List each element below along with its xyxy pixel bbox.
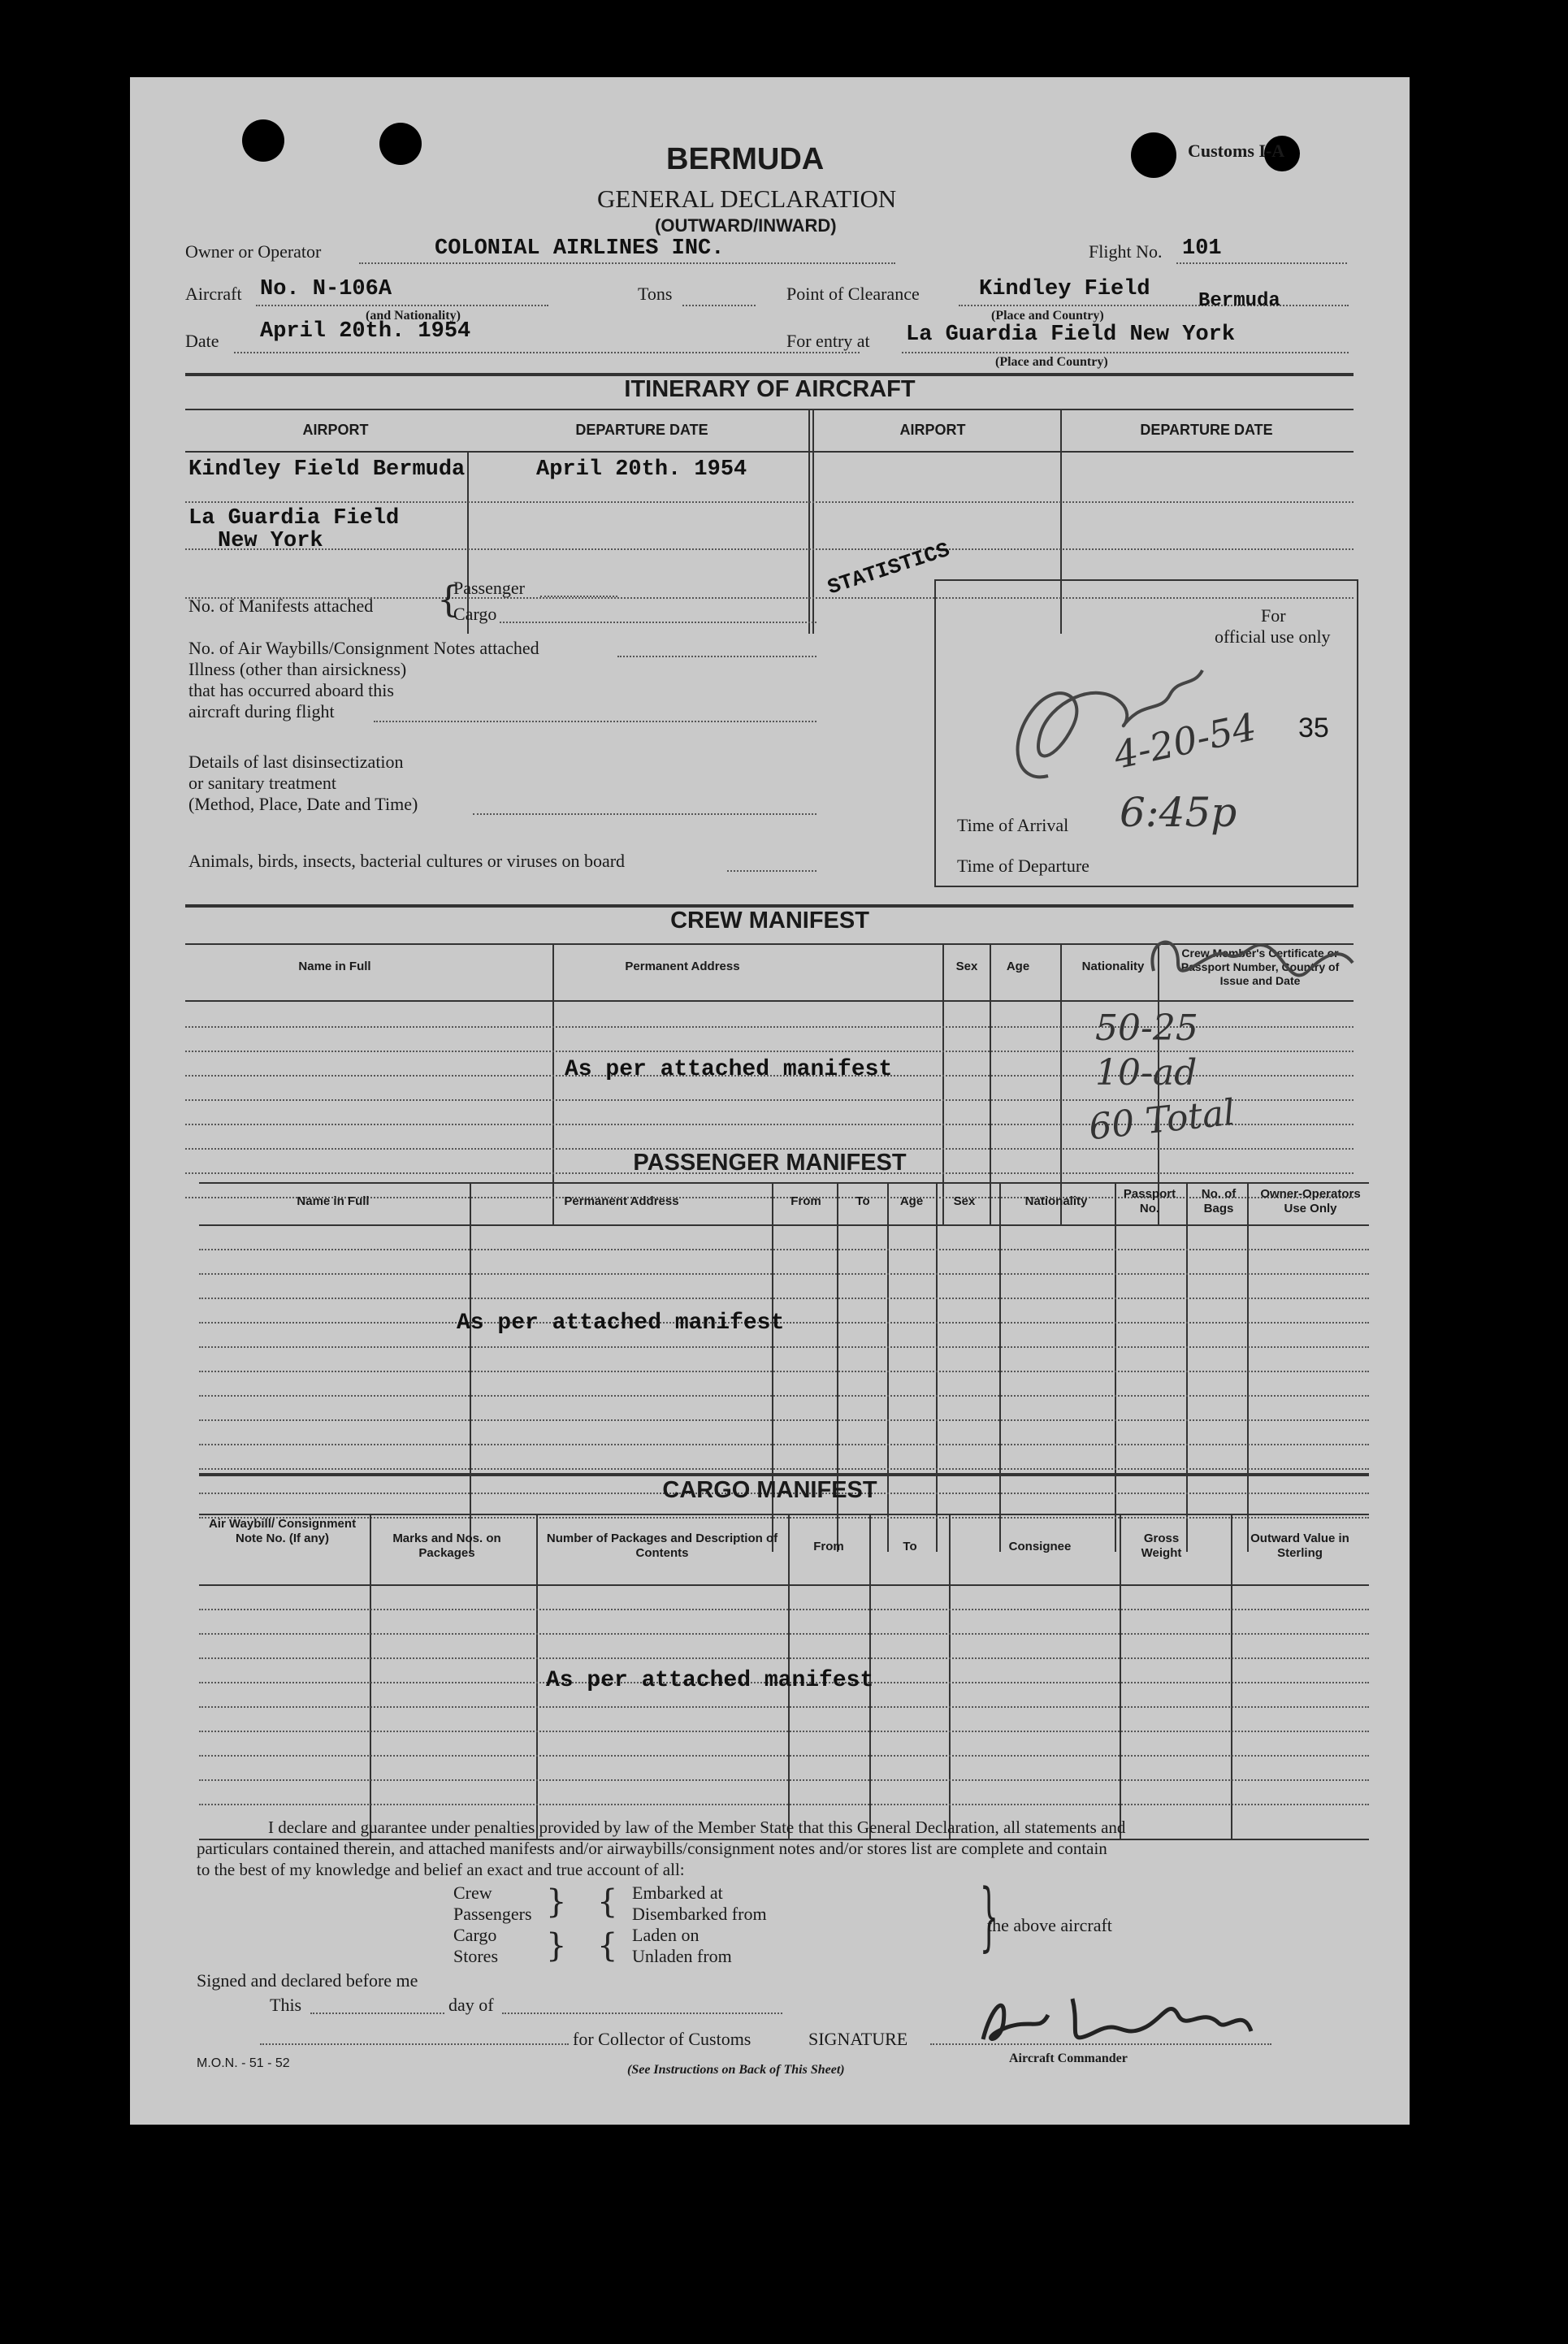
crew-initials-scribble — [1137, 922, 1365, 1003]
crew-note: As per attached manifest — [565, 1057, 893, 1082]
itinerary-col-airport: AIRPORT — [302, 422, 369, 438]
country-title: BERMUDA — [666, 142, 825, 176]
tons-label: Tons — [638, 284, 673, 304]
form-number: M.O.N. - 51 - 52 — [197, 2056, 290, 2070]
this-label: This — [270, 1995, 302, 2015]
commander-label: Aircraft Commander — [1009, 2052, 1128, 2065]
declaration-item-cargo: Cargo — [453, 1925, 497, 1945]
declaration-item-disembarked: Disembarked from — [632, 1904, 767, 1924]
declaration-item-embarked: Embarked at — [632, 1883, 723, 1903]
clearance-value: Kindley Field — [979, 277, 1150, 301]
form-title: GENERAL DECLARATION — [597, 184, 897, 213]
cargo-col-waybill: Air Waybill/ Consignment Note No. (If any) — [208, 1517, 357, 1545]
illness-label-2: that has occurred aboard this — [188, 680, 394, 700]
declaration-line-3: to the best of my knowledge and belief an exact and true account of all: — [197, 1860, 685, 1879]
signed-label: Signed and declared before me — [197, 1970, 418, 1991]
itinerary-title: ITINERARY OF AIRCRAFT — [624, 376, 916, 402]
itinerary-col-date-2: DEPARTURE DATE — [1140, 422, 1273, 438]
passenger-col-bags: No. of Bags — [1201, 1187, 1237, 1215]
passenger-title: PASSENGER MANIFEST — [633, 1150, 907, 1176]
crew-col-sex: Sex — [955, 960, 978, 973]
declaration-item-laden: Laden on — [632, 1925, 700, 1945]
departure-label: Time of Departure — [957, 856, 1089, 876]
cargo-col-value: Outward Value in Sterling — [1250, 1532, 1349, 1560]
aircraft-note: (and Nationality) — [366, 309, 461, 323]
cargo-col-packages: Number of Packages and Description of Contents — [546, 1532, 778, 1560]
passenger-col-passport: Passport No. — [1123, 1187, 1176, 1215]
passenger-col-age: Age — [899, 1194, 924, 1208]
owner-value: COLONIAL AIRLINES INC. — [435, 236, 725, 261]
cargo-col-from: From — [813, 1540, 844, 1553]
disinsect-label-2: or sanitary treatment — [188, 773, 337, 793]
passenger-note: As per attached manifest — [457, 1311, 785, 1336]
crew-col-name: Name in Full — [298, 960, 371, 973]
declaration-item-unladen: Unladen from — [632, 1946, 732, 1966]
itinerary-airport-2: La Guardia Field — [188, 506, 400, 531]
official-label-2: official use only — [1215, 626, 1331, 647]
collector-label: for Collector of Customs — [573, 2029, 752, 2049]
punch-hole — [242, 119, 284, 162]
disinsect-label-3: (Method, Place, Date and Time) — [188, 794, 418, 814]
handwritten-arrival-time: 6:45p — [1120, 789, 1237, 836]
itinerary-col-date: DEPARTURE DATE — [575, 422, 708, 438]
form-subtitle: (OUTWARD/INWARD) — [655, 215, 837, 236]
owner-label: Owner or Operator — [185, 241, 322, 262]
declaration-item-passengers: Passengers — [453, 1904, 532, 1924]
itinerary-airport-2-city: New York — [218, 529, 323, 553]
crew-col-age: Age — [1006, 960, 1030, 973]
itinerary-col-airport-2: AIRPORT — [899, 422, 966, 438]
crew-title: CREW MANIFEST — [670, 908, 869, 934]
entry-value: La Guardia Field New York — [906, 323, 1236, 347]
official-number: 35 — [1298, 713, 1329, 743]
illness-label-3: aircraft during flight — [188, 701, 335, 721]
official-initials-scribble — [999, 646, 1227, 808]
above-aircraft-label: the above aircraft — [987, 1915, 1112, 1935]
itinerary-airport-1: Kindley Field Bermuda — [188, 457, 466, 482]
passenger-col-address: Permanent Address — [564, 1194, 679, 1208]
instructions-label: (See Instructions on Back of This Sheet) — [627, 2063, 845, 2077]
flight-label: Flight No. — [1089, 241, 1163, 262]
day-of-label: day of — [448, 1995, 494, 2015]
crew-col-address: Permanent Address — [625, 960, 740, 973]
manifests-passenger-label: Passenger — [453, 578, 525, 598]
clearance-label: Point of Clearance — [786, 284, 920, 304]
cargo-col-marks: Marks and Nos. on Packages — [392, 1532, 501, 1560]
itinerary-date-1: April 20th. 1954 — [536, 457, 747, 482]
customs-form-number: Customs I-A — [1188, 141, 1285, 161]
clearance-value-country: Bermuda — [1198, 290, 1280, 312]
crew-handwritten-3: 60 Total — [1086, 1091, 1237, 1149]
clearance-note: (Place and Country) — [991, 309, 1104, 323]
signature-label: SIGNATURE — [808, 2029, 908, 2049]
handwritten-date: 4-20-54 — [1110, 704, 1261, 778]
date-label: Date — [185, 331, 219, 351]
entry-note: (Place and Country) — [995, 355, 1108, 369]
cargo-note: As per attached manifest — [546, 1668, 874, 1693]
flight-value: 101 — [1182, 236, 1222, 261]
passenger-col-from: From — [790, 1194, 821, 1208]
cargo-col-consignee: Consignee — [1008, 1540, 1072, 1553]
entry-label: For entry at — [786, 331, 870, 351]
crew-col-nationality: Nationality — [1081, 960, 1145, 973]
waybills-label: No. of Air Waybills/Consignment Notes attached — [188, 638, 539, 658]
official-label-1: For — [1261, 605, 1286, 626]
passenger-col-nationality: Nationality — [1024, 1194, 1088, 1208]
declaration-form: BERMUDA GENERAL DECLARATION (OUTWARD/INWARD) Customs I-A Owner or Operator COLONIAL AIRLINES INC. Flight No. 101 Aircraft No. N-106A (and Nationality) Tons Point of Clearance Kindley Field Bermuda (Place and Country) Date April 20th. 1954 For entry at La Guardia Field New York (Place and Country) ITINERARY OF AIRCRAFT AIRPORT DEPARTURE DATE AIRPORT DEPARTURE DATE Kindley Field Bermuda April 20th. 1954 La Guardia Field New York No. of Manifests attached { Passenger Cargo STATISTICS No. of Air Waybills/Consignment Notes attached Illness (other than airsickness) that has occurred aboard this aircraft during flight Details of last disinsectization or sanitary treatment (Method, Place, Date and Time) Animals, birds, insects, bacterial cultures or viruses on board For official use only 35 4-20-54 6:45p Time of Arrival Time of Departure CREW MANIFEST Name in Full Permanent Address Sex Age Nationality Crew Member's Certificate or Passport Number, Country of Issue and Date As per attached manifest 50-25 10-ad 60 Total PASSENGER MANIFEST Name in Full Permanent Address From To Age Sex Nationality Passport No. No. of Bags Owner-Operators Use Only As per attached manifest CARGO MANIFEST Air Waybill/ Consignment Note No. (If any) Marks and Nos. on Packages Number of Packages and Description of Contents From To Consignee Gross Weight Outward Value in Sterling As per attached manifest I declare and guarantee under penalties provided by law of the Member State that this General Declaration, all statements and particulars contained therein, and attached manifests and/or airwaybills/consignment notes and/or stores list are complete and contain to the best of my knowledge and belief an exact and true account of all: Crew Passengers Cargo Stores } } { { Embarked at Disembarked from Laden on Unladen from } the above aircraft Signed and declared before me This day of for Collector of Customs SIGNATURE Aircraft Commander (See Instructions on Back of This Sheet) M.O.N. - 51 - 52 — [130, 77, 1410, 2125]
commander-signature — [959, 1982, 1300, 2056]
declaration-line-1: I declare and guarantee under penalties provided by law of the Member State that this General Declaration, all statements and — [268, 1818, 1126, 1837]
disinsect-label-1: Details of last disinsectization — [188, 752, 404, 772]
crew-handwritten-1: 50-25 — [1095, 1007, 1198, 1049]
punch-hole — [1131, 132, 1176, 178]
date-value: April 20th. 1954 — [260, 319, 471, 344]
animals-label: Animals, birds, insects, bacterial cultures or viruses on board — [188, 851, 626, 871]
cargo-col-weight: Gross Weight — [1141, 1532, 1182, 1560]
aircraft-value: No. N-106A — [260, 277, 392, 301]
arrival-label: Time of Arrival — [957, 815, 1069, 835]
declaration-item-crew: Crew — [453, 1883, 492, 1903]
passenger-col-name: Name in Full — [297, 1194, 370, 1208]
cargo-col-to: To — [903, 1540, 917, 1553]
passenger-col-to: To — [855, 1194, 870, 1208]
passenger-col-sex: Sex — [953, 1194, 976, 1208]
passenger-col-owner: Owner-Operators Use Only — [1260, 1187, 1361, 1215]
manifests-cargo-label: Cargo — [453, 604, 497, 624]
crew-col-certificate: Crew Member's Certificate or Passport Number, Country of Issue and Date — [1180, 947, 1340, 987]
cargo-title: CARGO MANIFEST — [662, 1477, 877, 1503]
declaration-line-2: particulars contained therein, and attached manifests and/or airwaybills/consignment notes and/or stores list are complete and contain — [197, 1839, 1107, 1858]
illness-label-1: Illness (other than airsickness) — [188, 659, 407, 679]
statistics-stamp: STATISTICS — [825, 537, 953, 600]
crew-handwritten-2: 10-ad — [1095, 1052, 1198, 1094]
aircraft-label: Aircraft — [185, 284, 242, 304]
declaration-item-stores: Stores — [453, 1946, 498, 1966]
manifests-label: No. of Manifests attached — [188, 596, 374, 616]
punch-hole — [379, 123, 422, 165]
